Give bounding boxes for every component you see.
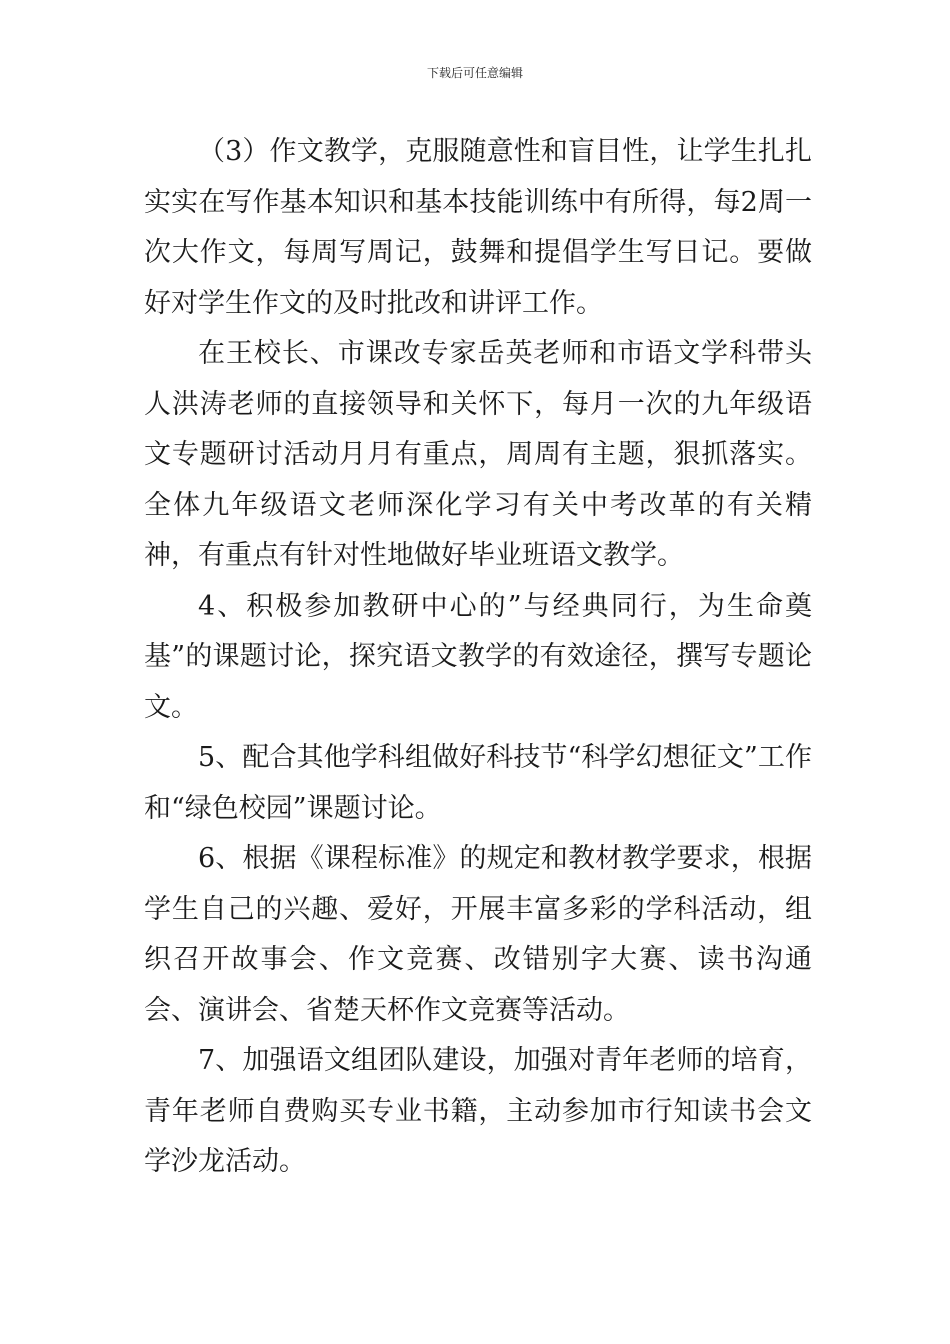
paragraph-item-4: 4、积极参加教研中心的”与经典同行，为生命奠基”的课题讨论，探究语文教学的有效途径，撰写专题论文。: [144, 590, 812, 723]
paragraph-item-5: 5、配合其他学科组做好科技节“科学幻想征文”工作和“绿色校园”课题讨论。: [144, 742, 812, 824]
paragraph-research-activities: 在王校长、市课改专家岳英老师和市语文学科带头人洪涛老师的直接领导和关怀下，每月一次的九年级语文专题研讨活动月月有重点，周周有主题，狠抓落实。全体九年级语文老师深化学习有关中考改革的有关精神，有重点有针对性地做好毕业班语文教学。: [144, 338, 812, 571]
paragraph-composition-teaching: （3）作文教学，克服随意性和盲目性，让学生扎扎实实在写作基本知识和基本技能训练中有所得，每2周一次大作文，每周写周记，鼓舞和提倡学生写日记。要做好对学生作文的及时批改和讲评工作。: [144, 136, 812, 319]
document-body: [144, 127, 812, 1188]
paragraph-item-7: 7、加强语文组团队建设，加强对青年老师的培育，青年老师自费购买专业书籍，主动参加市行知读书会文学沙龙活动。: [144, 1045, 812, 1177]
paragraph-item-6: 6、根据《课程标准》的规定和教材教学要求，根据学生自己的兴趣、爱好，开展丰富多彩的学科活动，组织召开故事会、作文竞赛、改错别字大赛、读书沟通会、演讲会、省楚天杯作文竞赛等活动。: [144, 843, 812, 1026]
page-header: 下载后可任意编辑: [426, 66, 523, 80]
